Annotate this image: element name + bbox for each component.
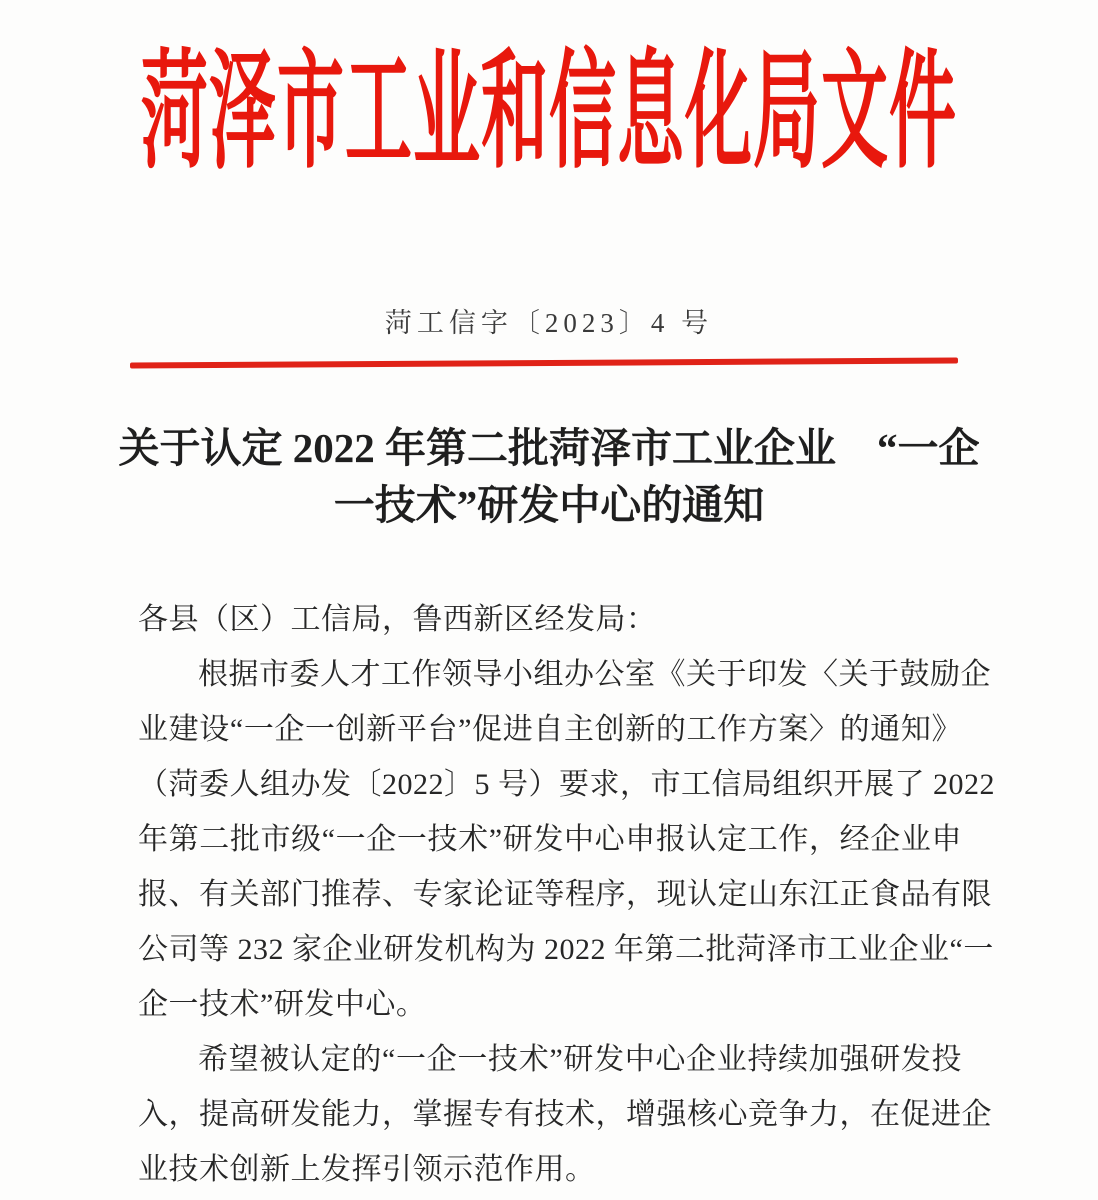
body-line: 报、有关部门推荐、专家论证等程序，现认定山东江正食品有限: [138, 878, 992, 911]
body-line: 希望被认定的“一企一技术”研发中心企业持续加强研发投: [198, 1043, 962, 1076]
body-line: （菏委人组办发〔2022〕5 号）要求，市工信局组织开展了 2022: [138, 768, 995, 801]
document-title-line1: 关于认定 2022 年第二批菏泽市工业企业 “一企: [118, 425, 980, 471]
doc-reference-number: 菏工信字〔2023〕4 号: [384, 308, 714, 338]
document-title: [0, 420, 1098, 534]
body-line: 业建设“一企一创新平台”促进自主创新的工作方案〉的通知》: [138, 713, 962, 746]
body-line: 入，提高研发能力，掌握专有技术，增强核心竞争力，在促进企: [138, 1098, 992, 1131]
body-line: 公司等 232 家企业研发机构为 2022 年第二批菏泽市工业企业“一: [138, 933, 994, 966]
body-line: 年第二批市级“一企一技术”研发中心申报认定工作，经企业申: [138, 823, 962, 856]
body-line: 根据市委人才工作领导小组办公室《关于印发〈关于鼓励企: [198, 658, 991, 691]
body-line-salutation: 各县（区）工信局，鲁西新区经发局：: [138, 603, 657, 636]
body-line: 业技术创新上发挥引领示范作用。: [138, 1153, 596, 1186]
document-title-line2: 一技术”研发中心的通知: [333, 482, 765, 528]
red-divider-rule: [130, 357, 958, 368]
document-body: [138, 592, 995, 1197]
body-line: 企一技术”研发中心。: [138, 988, 427, 1021]
agency-header-title: 菏泽市工业和信息化局文件: [141, 42, 957, 185]
